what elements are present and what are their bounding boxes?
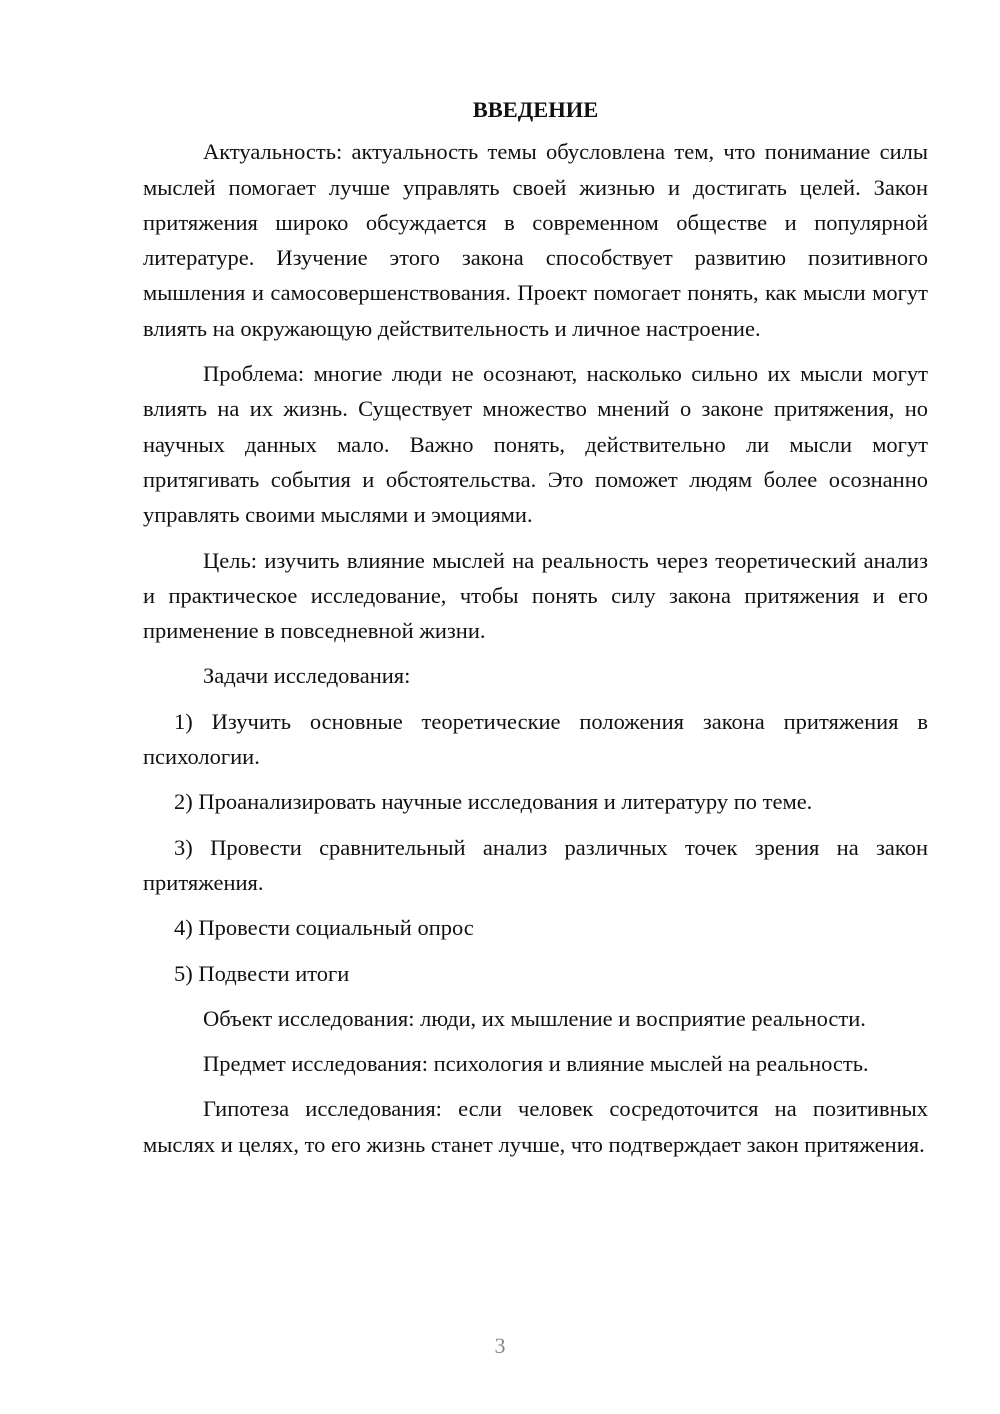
research-object-paragraph: Объект исследования: люди, их мышление и восприятие реальности. xyxy=(203,1005,866,1031)
tasks-heading: Задачи исследования: xyxy=(203,663,411,689)
task-item: 5) Подвести итоги xyxy=(174,960,350,986)
task-item: 3) Провести сравнительный анализ различных точек зрения на закон притяжения. xyxy=(143,834,928,895)
task-item: 1) Изучить основные теоретические положения закона притяжения в психологии. xyxy=(143,708,928,770)
relevance-paragraph: Актуальность: актуальность темы обусловлена тем, что понимание силы мыслей помогает лучше управлять своей жизнью и достигать целей. Закон притяжения широко обсуждается в современном обществе и популярной литературе. Изучение этого закона способствует развитию позитивного мышления и самосовершенствования. Проект помогает понять, как мысли могут влиять на окружающую действительность и личное настроение. xyxy=(143,139,928,341)
document-page xyxy=(143,92,928,1172)
hypothesis-paragraph: Гипотеза исследования: если человек сосредоточится на позитивных мыслях и целях, то его жизнь станет лучше, что подтверждает закон притяжения. xyxy=(143,1096,928,1157)
task-item: 4) Провести социальный опрос xyxy=(174,915,474,941)
section-heading: ВВЕДЕНИЕ xyxy=(472,97,599,122)
page-number: 3 xyxy=(494,1333,506,1358)
research-subject-paragraph: Предмет исследования: психология и влияние мыслей на реальность. xyxy=(203,1051,869,1077)
problem-paragraph: Проблема: многие люди не осознают, насколько сильно их мысли могут влиять на их жизнь. Существует множество мнений о законе притяжения, но научных данных мало. Важно понять, действительно ли мысли могут притягивать события и обстоятельства. Это поможет людям более осознанно управлять своими мыслями и эмоциями. xyxy=(143,361,928,528)
task-item: 2) Проанализировать научные исследования и литературу по теме. xyxy=(174,789,813,815)
goal-paragraph: Цель: изучить влияние мыслей на реальность через теоретический анализ и практическое исследование, чтобы понять силу закона притяжения и его применение в повседневной жизни. xyxy=(143,547,928,644)
